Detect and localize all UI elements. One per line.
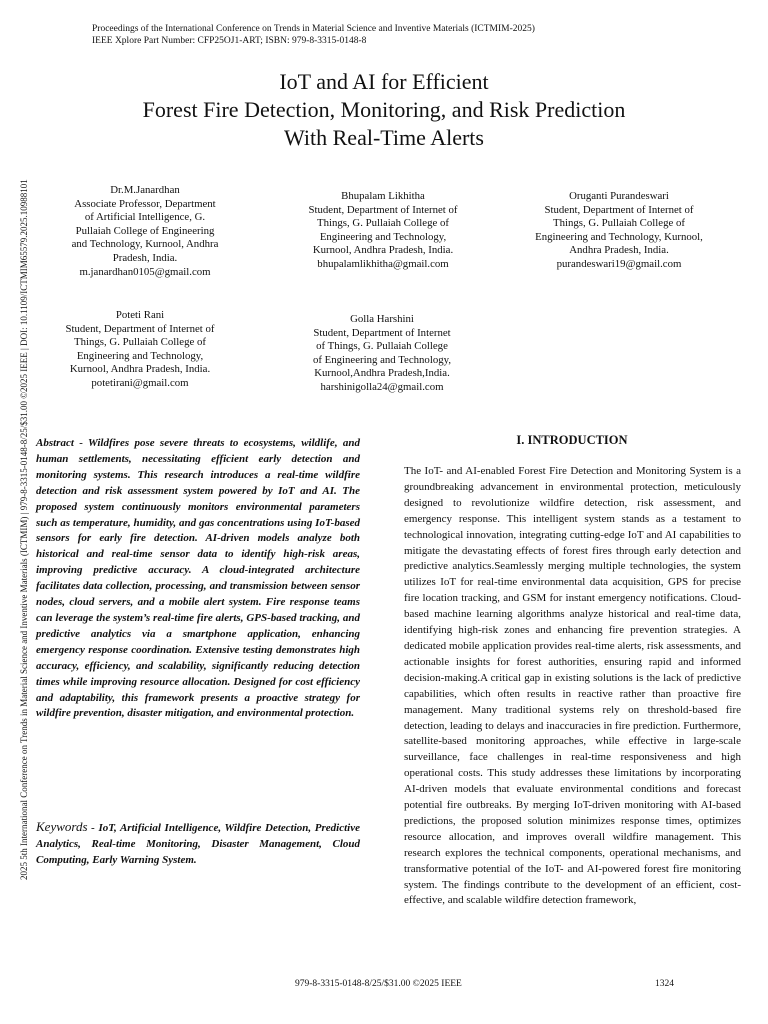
author-line: Student, Department of Internet of [65,322,215,335]
author-line: of Artificial Intelligence, G. [84,211,206,224]
author-line: Student, Department of Internet [313,326,451,339]
author-block-2 [293,190,473,272]
author-email: m.janardhan0105@gmail.com [79,265,211,278]
author-block-1 [55,184,235,279]
author-line: and Technology, Kurnool, Andhra [71,238,219,251]
author-line: Kurnool, Andhra Pradesh, India. [69,363,211,376]
author-line: Things, G. Pullaiah College of [74,336,206,349]
author-block-3 [516,190,722,272]
author-name: Poteti Rani [115,309,165,321]
title-line-1: IoT and AI for Efficient [279,69,489,94]
author-email: purandeswari19@gmail.com [556,257,682,270]
author-email: harshinigolla24@gmail.com [320,380,444,393]
author-line: Associate Professor, Department [74,197,216,210]
header-line-1: Proceedings of the International Conference on Trends in Material Science and Inventive Materials (ICTMIM-2025) [92,24,535,34]
author-email: bhupalamlikhitha@gmail.com [317,257,449,270]
author-block-4 [50,309,230,391]
author-line: Engineering and Technology, Kurnool, [535,230,703,243]
author-line: Andhra Pradesh, India. [569,244,669,257]
footer-code: 979-8-3315-0148-8/25/$31.00 ©2025 IEEE [295,979,462,989]
abstract: Abstract - Wildfires pose severe threats to ecosystems, wildlife, and human settlements, necessitating efficient early detection and monitoring systems. This research introduces a real-time wildfire detection and risk assessment system powered by IoT and AI. The proposed system continuously monitors environmental parameters such as temperature, humidity, and gas concentrations using IoT-based sensors for early fire detection. AI-driven models analyze both historical and real-time sensor data to identify high-risk areas, improving predictive accuracy. A cloud-integrated architecture facilitates data collection, processing, and transmission between sensor nodes, cloud servers, and a mobile alert system. Fire response teams can leverage the system’s real-time fire alerts, GPS-based tracking, and predictive analytics via a smartphone application, enhancing emergency response coordination. Extensive testing demonstrates high accuracy, efficiency, and scalability, significantly reducing detection times while improving resource allocation. Designed for cost efficiency and adaptability, this framework presents a proactive strategy for wildfire prevention, disaster mitigation, and environmental protection. [36,437,360,720]
running-header [92,24,535,47]
author-name: Bhupalam Likhitha [341,190,425,202]
keywords [36,819,360,869]
author-name: Golla Harshini [350,313,414,325]
author-line: Kurnool, Andhra Pradesh, India. [312,244,454,257]
author-line: Engineering and Technology, [76,349,204,362]
author-line: Pullaiah College of Engineering [75,224,215,237]
side-citation: 2025 5th International Conference on Trends in Material Science and Inventive Materials (ICTMIM) | 979-8-3315-0148-8/25/$31.00 ©2025 IEEE | DOI: 10.1109/ICTMIM65579.2025.10988101 [19,179,29,880]
author-line: Engineering and Technology, [319,230,447,243]
title-line-3: With Real-Time Alerts [284,125,484,150]
author-name: Oruganti Purandeswari [569,190,669,202]
page-number: 1324 [655,979,674,989]
author-line: Kurnool,Andhra Pradesh,India. [314,367,450,380]
author-email: potetirani@gmail.com [91,376,189,389]
paper-title [0,68,768,152]
keywords-label: Keywords [36,819,88,834]
author-block-5 [292,313,472,395]
author-line: Pradesh, India. [112,251,178,264]
author-line: Things, G. Pullaiah College of [553,217,685,230]
author-line: of Engineering and Technology, [312,353,452,366]
author-name: Dr.M.Janardhan [110,184,180,196]
author-line: Student, Department of Internet of [308,203,458,216]
keywords-text: - IoT, Artificial Intelligence, Wildfire Detection, Predictive Analytics, Real-time Monitoring, Disaster Management, Cloud Computing, Early Warning System. [36,822,360,866]
author-line: Student, Department of Internet of [544,203,694,216]
author-line: of Things, G. Pullaiah College [316,340,448,353]
author-line: Things, G. Pullaiah College of [317,217,449,230]
section-heading: I. INTRODUCTION [516,433,628,447]
title-line-2: Forest Fire Detection, Monitoring, and Risk Prediction [142,97,626,122]
introduction-text: The IoT- and AI-enabled Forest Fire Detection and Monitoring System is a groundbreaking advancement in environmental protection, meticulously designed to revolutionize wildfire detection, risk assessment, and emergency response. This intelligent system stands as a testament to technological innovation, integrating cutting-edge IoT and AI capabilities to mitigate the devastating effects of forest fires through early detection and predictive analytics.Seamlessly merging multiple technologies, the system utilizes IoT for real-time environmental data acquisition, GPS for precise fire location tracking, and GSM for instant emergency notifications. Cloud-based machine learning algorithms analyze historical and real-time data, identifying high-risk zones and enhancing fire prevention strategies. A dedicated mobile application provides real-time alerts, risk assessments, and actionable insights for forest authorities, ensuring rapid and informed decision-making.A critical gap in existing solutions is the lack of predictive capabilities, which often results in reactive rather than proactive fire management. Many traditional systems rely on threshold-based fire detection, leading to delays and inaccuracies in fire prediction. Furthermore, satellite-based monitoring approaches, while effective in large-scale surveillance, face challenges in real-time responsiveness and high operational costs. This study addresses these limitations by incorporating AI-driven models that evaluate environmental conditions and forecast potential fire outbreaks. By merging IoT-driven monitoring with AI-based predictions, the proposed solution minimizes response times, optimizes resource allocation, and improves overall wildfire management. This research explores the technical components, operational mechanisms, and transformative potential of the IoT- and AI-powered forest fire monitoring system. The findings contribute to the development of an efficient, cost-effective, and scalable wildfire detection framework, [404,465,741,907]
header-line-2: IEEE Xplore Part Number: CFP25OJ1-ART; ISBN: 979-8-3315-0148-8 [92,35,367,46]
